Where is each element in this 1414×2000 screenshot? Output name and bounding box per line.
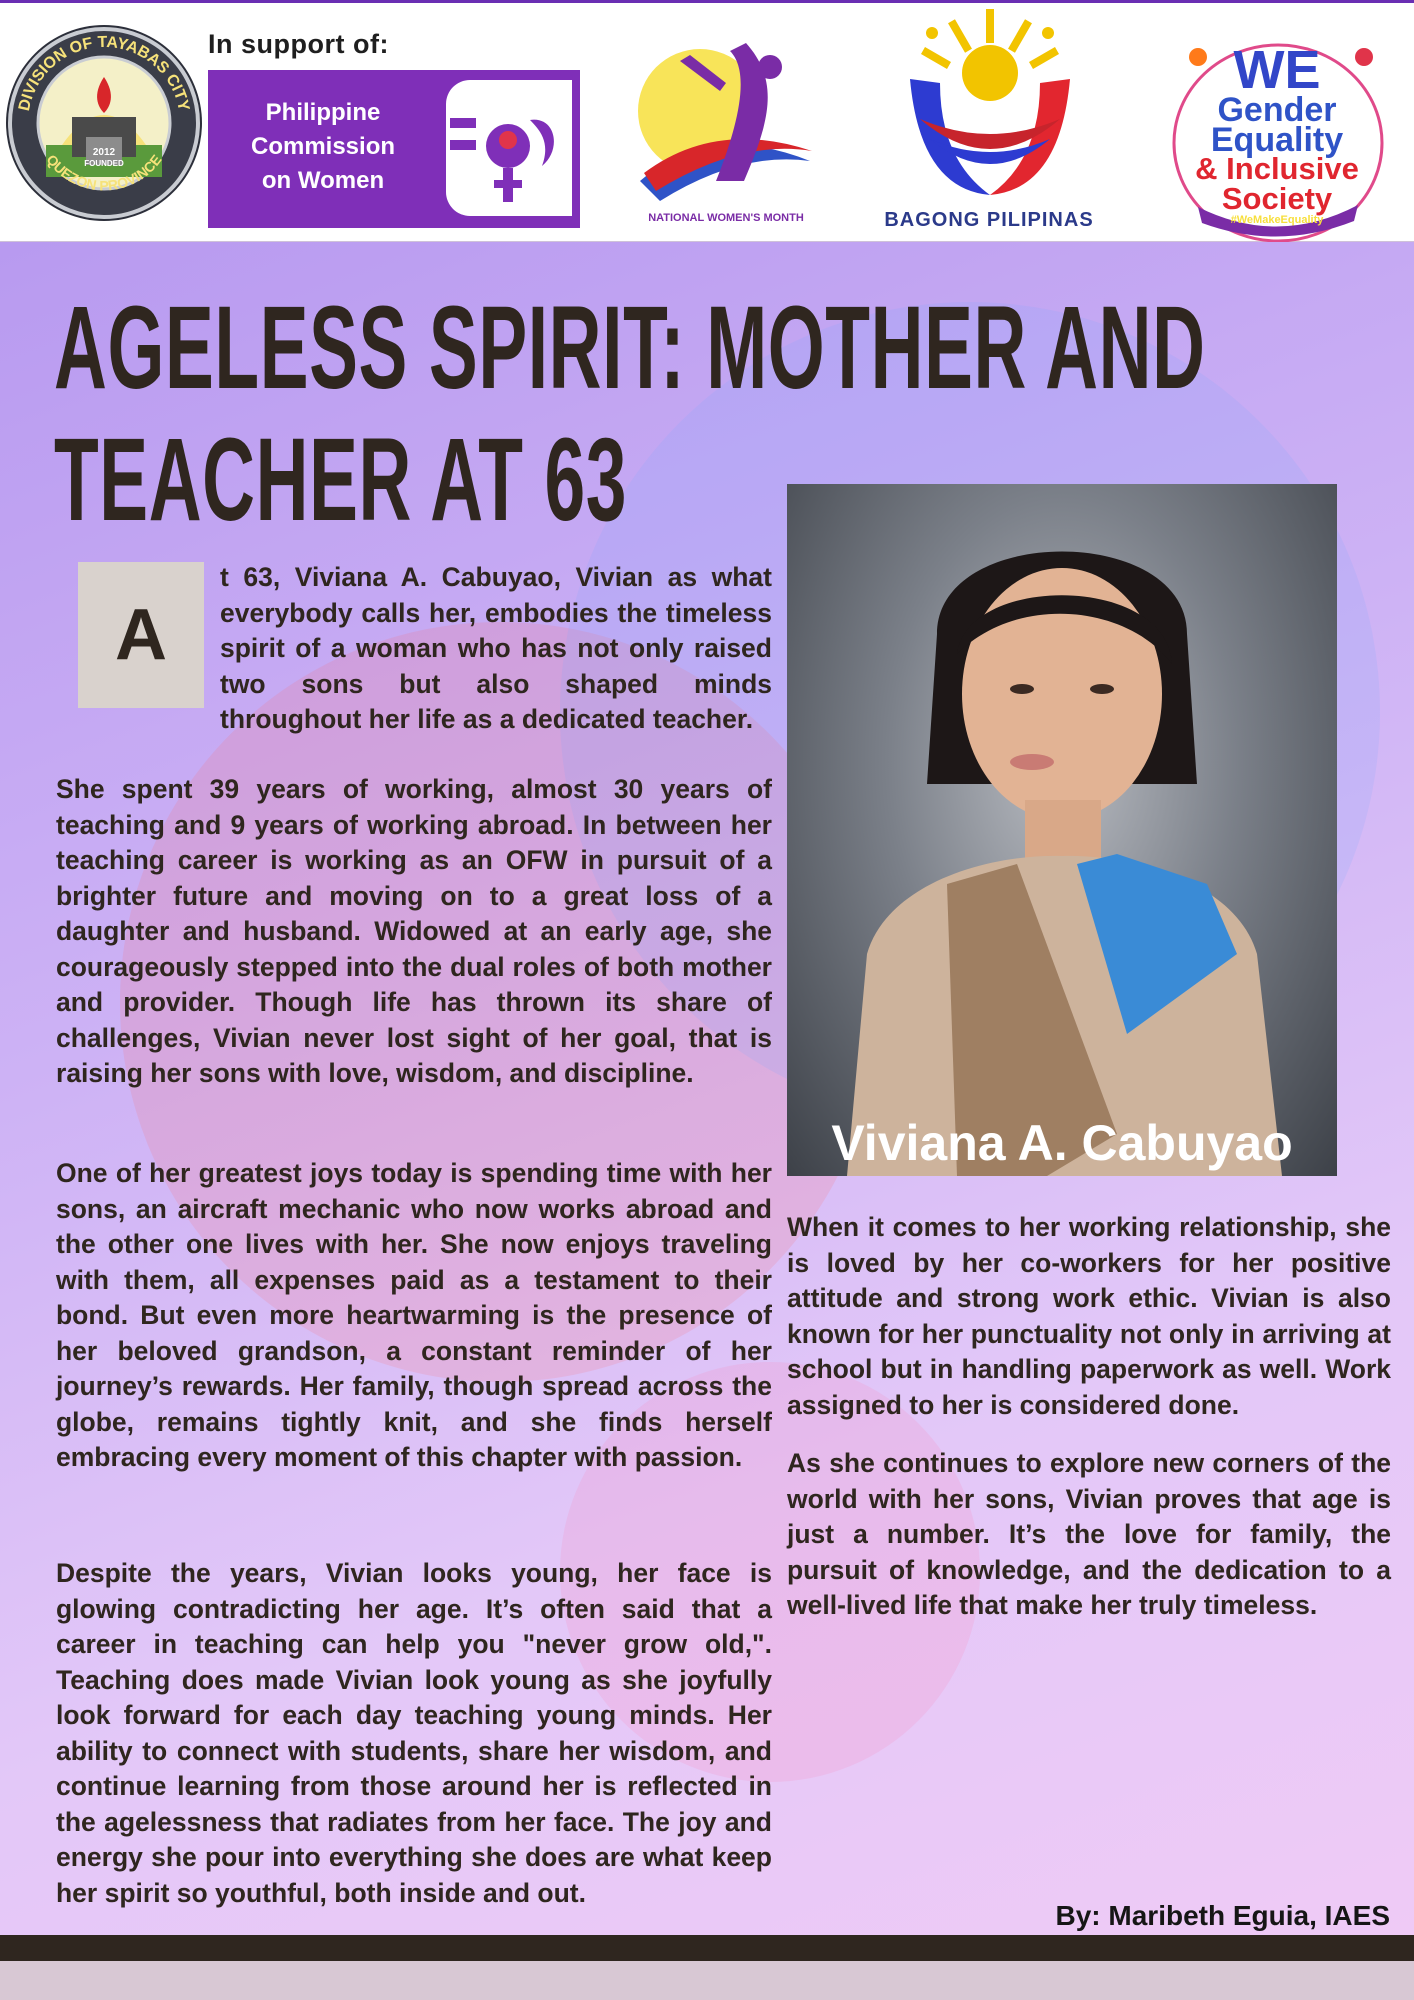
society-text: Society xyxy=(1221,181,1333,216)
womens-month-logo xyxy=(620,31,832,231)
pcw-name xyxy=(216,96,430,198)
article-title-line-1: AGELESS SPIRIT: MOTHER AND xyxy=(54,282,1206,414)
portrait-photo xyxy=(787,484,1337,1176)
header-banner xyxy=(0,0,1414,242)
pcw-line-3: on Women xyxy=(261,167,385,194)
support-label: In support of: xyxy=(208,29,389,59)
seal-top-text: DIVISION OF TAYABAS CITY xyxy=(15,33,193,113)
division-seal-logo xyxy=(6,25,202,221)
article-body xyxy=(0,242,1414,1935)
hashtag-text: #WeMakeEquality xyxy=(1230,214,1324,226)
svg-text:DIVISION OF TAYABAS CITY xyxy=(16,34,192,113)
byline: By: Maribeth Eguia, IAES xyxy=(1055,1900,1390,1931)
seal-founded: FOUNDED xyxy=(84,159,124,168)
paragraph-4: Despite the years, Vivian looks young, her face is glowing contradicting her age. It’s often said that a career in teaching can help you "never grow old,". Teaching does made Vivian look young as she joyfully look forward for each day teaching young minds. Her ability to connect with students, share her wisdom, and continue learning from those around her is reflected in the agelessness that radiates from her face. The joy and energy she pour into everything she does are what keep her spirit so youthful, both inside and out. xyxy=(56,1558,772,1908)
drop-cap: A xyxy=(78,562,204,708)
we-text: WE xyxy=(1233,40,1321,100)
footer-bar xyxy=(0,1935,1414,1961)
paragraph-2: She spent 39 years of working, almost 30 years of teaching and 9 years of working abroad. In between her teaching career is working as an OFW in pursuit of a brighter future and moving on to a great loss of a daughter and husband. Widowed at an early age, she courageously stepped into the dual roles of both mother and provider. Though life has thrown its share of challenges, Vivian never lost sight of her goal, that is raising her sons with love, wisdom, and discipline. xyxy=(56,774,772,1088)
equality-text: Equality xyxy=(1210,121,1344,159)
seal-year: 2012 xyxy=(92,147,116,158)
pcw-line-2: Commission xyxy=(250,133,396,160)
article-title-line-2: TEACHER AT 63 xyxy=(54,414,628,546)
footer-base xyxy=(0,1961,1414,2000)
photo-caption: Viviana A. Cabuyao xyxy=(831,1115,1293,1171)
we-gender-equality-logo xyxy=(1168,37,1386,243)
pcw-emblem-icon xyxy=(446,80,572,216)
paragraph-5: When it comes to her working relationship, she is loved by her co-workers for her positive attitude and strong work ethic. Vivian is also known for her punctuality not only in arriving at school but in handling paperwork as well. Work assigned to her is considered done. xyxy=(787,1212,1391,1420)
pcw-logo xyxy=(208,70,580,228)
paragraph-1: t 63, Viviana A. Cabuyao, Vivian as what everybody calls her, embodies the timeless spirit of a woman who has not only raised two sons but also shaped minds throughout her life as a dedicated teacher. xyxy=(220,562,772,734)
paragraph-3: One of her greatest joys today is spending time with her sons, an aircraft mechanic who now works abroad and the other one lives with her. She now enjoys traveling with them, all expenses paid as a testament to their bond. But even more heartwarming is the presence of her beloved grandson, a constant reminder of her journey’s rewards. Her family, though spread across the globe, remains tightly knit, and she finds herself embracing every moment of this chapter with passion. xyxy=(56,1158,772,1472)
womens-month-text: NATIONAL WOMEN'S MONTH xyxy=(648,212,804,224)
bagong-pilipinas-text: BAGONG PILIPINAS xyxy=(884,209,1094,231)
bagong-pilipinas-logo xyxy=(880,9,1100,205)
inclusive-text: & Inclusive xyxy=(1195,151,1359,186)
paragraph-6: As she continues to explore new corners of the world with her sons, Vivian proves that age is just a number. It’s the love for family, the pursuit of knowledge, and the dedication to a well-lived life that make her truly timeless. xyxy=(787,1448,1391,1620)
article-title xyxy=(54,282,1206,546)
gender-text: Gender xyxy=(1217,91,1337,129)
seal-bottom-text: QUEZON PROVINCE xyxy=(43,151,165,194)
pcw-line-1: Philippine xyxy=(265,99,381,126)
